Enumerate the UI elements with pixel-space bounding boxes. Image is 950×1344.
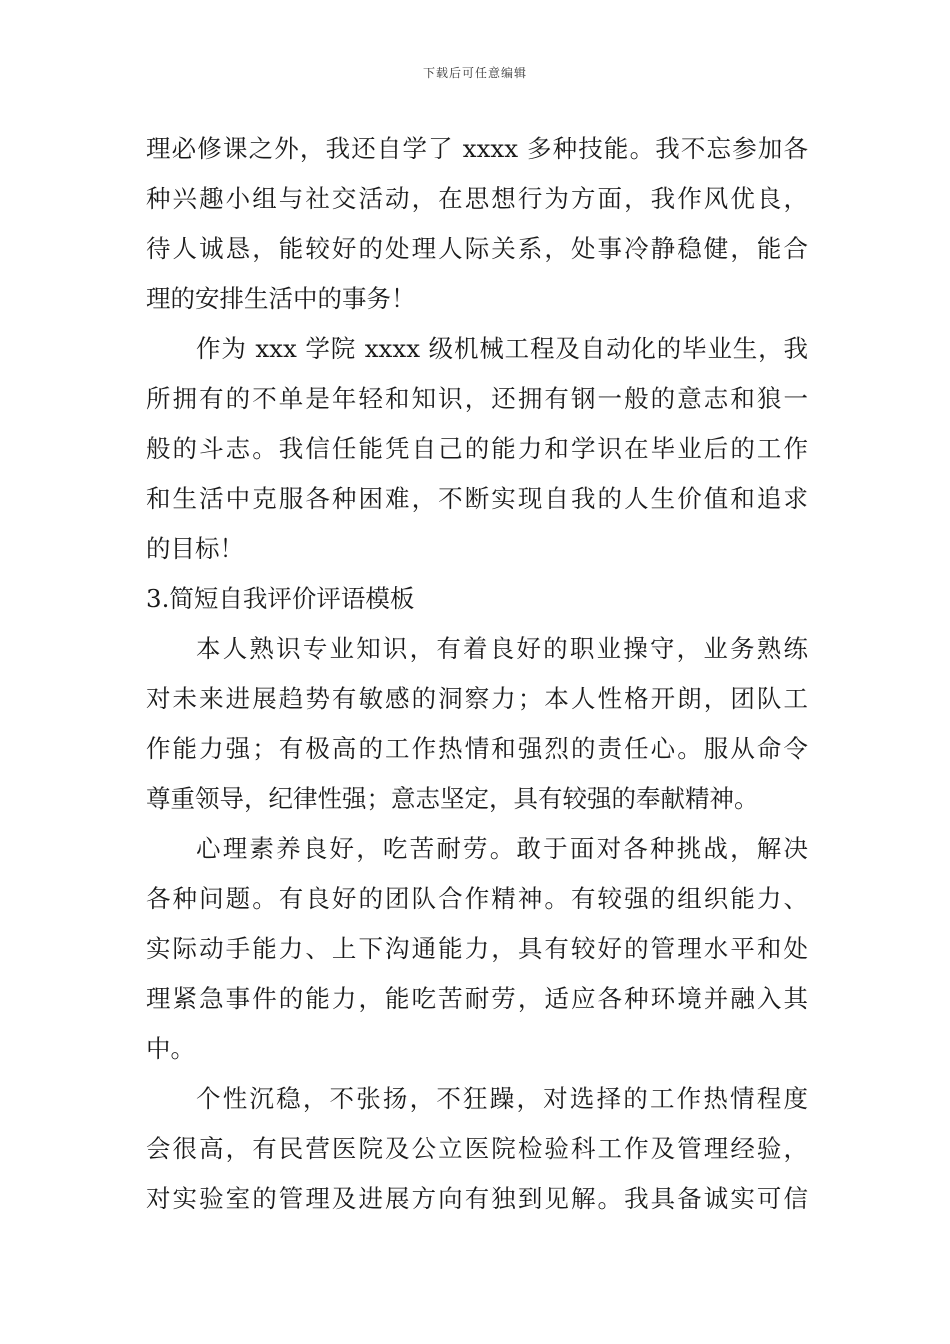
text-line: 和生活中克服各种困难，不断实现自我的人生价值和追求 — [146, 484, 808, 513]
document-body — [146, 124, 808, 1224]
text-line: 作为 xxx 学院 xxxx 级机械工程及自动化的毕业生，我 — [196, 334, 808, 363]
text-line: 所拥有的不单是年轻和知识，还拥有钢一般的意志和狼一 — [146, 384, 808, 413]
text-line: 心理素养良好，吃苦耐劳。敢于面对各种挑战，解决 — [196, 834, 808, 863]
text-line: 3.简短自我评价评语模板 — [146, 584, 415, 613]
text-line: 尊重领导，纪律性强；意志坚定，具有较强的奉献精神。 — [146, 784, 759, 813]
text-line: 的目标！ — [146, 534, 244, 563]
text-line: 待人诚恳，能较好的处理人际关系，处事冷静稳健，能合 — [146, 234, 808, 263]
text-line: 个性沉稳，不张扬，不狂躁，对选择的工作热情程度 — [196, 1084, 808, 1113]
page-header: 下载后可任意编辑 — [422, 66, 527, 80]
text-line: 作能力强；有极高的工作热情和强烈的责任心。服从命令 — [146, 734, 808, 763]
text-line: 对未来进展趋势有敏感的洞察力；本人性格开朗，团队工 — [146, 684, 808, 713]
text-line: 本人熟识专业知识，有着良好的职业操守，业务熟练 — [196, 634, 808, 663]
text-line: 理的安排生活中的事务！ — [146, 284, 416, 313]
text-line: 中。 — [146, 1034, 195, 1063]
text-line: 会很高，有民营医院及公立医院检验科工作及管理经验， — [146, 1134, 808, 1163]
text-line: 理必修课之外，我还自学了 xxxx 多种技能。我不忘参加各 — [146, 134, 808, 163]
text-line: 实际动手能力、上下沟通能力，具有较好的管理水平和处 — [146, 934, 808, 963]
text-line: 理紧急事件的能力，能吃苦耐劳，适应各种环境并融入其 — [146, 984, 808, 1013]
text-line: 各种问题。有良好的团队合作精神。有较强的组织能力、 — [146, 884, 808, 913]
text-line: 种兴趣小组与社交活动，在思想行为方面，我作风优良， — [146, 184, 808, 213]
text-line: 般的斗志。我信任能凭自己的能力和学识在毕业后的工作 — [146, 434, 808, 463]
text-line: 对实验室的管理及进展方向有独到见解。我具备诚实可信 — [146, 1184, 808, 1213]
